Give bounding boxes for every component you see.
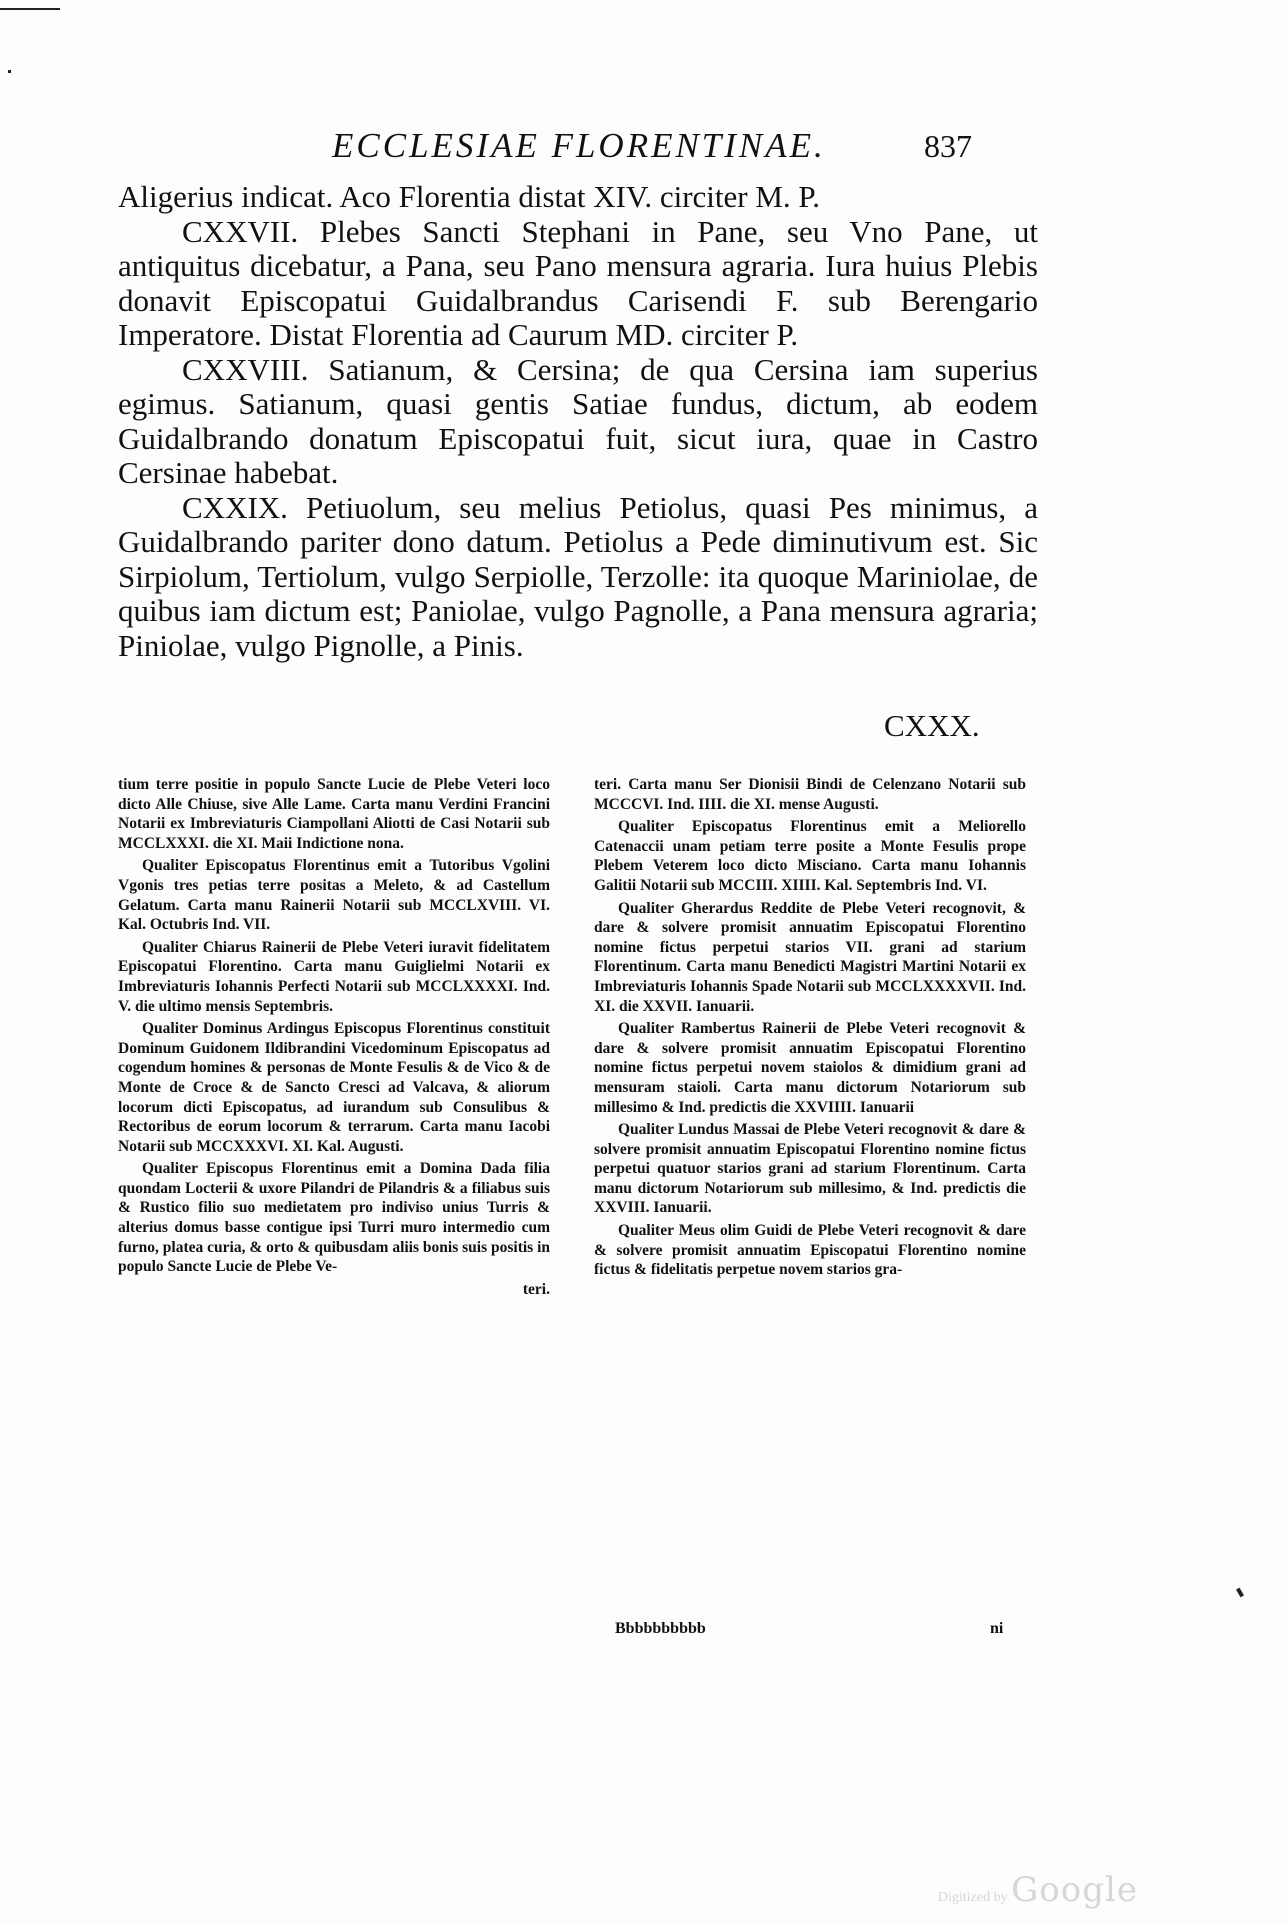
watermark-small-text: Digitized by (938, 1890, 1008, 1905)
right-column-tail: ni (990, 1620, 1004, 1637)
notes-right-column (594, 775, 1026, 1283)
paragraph-cxxviii: CXXVIII. Satianum, & Cersina; de qua Cersina iam superius egimus. Satianum, quasi gentis Satiae fundus, dictum, ab eodem Guidalbrando donatum Episcopatui fuit, sicut iura, quae in Castro Cersinae habebat. (118, 351, 1038, 490)
running-head: ECCLESIAE FLORENTINAE. (332, 126, 826, 165)
page-header (110, 126, 1010, 176)
paragraph-aligerius: Aligerius indicat. Aco Florentia distat XIV. circiter M. P. (118, 179, 820, 214)
paragraph-cxxvii: CXXVII. Plebes Sancti Stephani in Pane, seu Vno Pane, ut antiquitus dicebatur, a Pana, seu Pano mensura agraria. Iura huius Plebis donavit Episcopatui Guidalbrandus Carisendi F. sub Berengario Imperatore. Distat Florentia ad Caurum MD. circiter P. (118, 213, 1038, 352)
note-left-2: Qualiter Episcopatus Florentinus emit a Tutoribus Vgolini Vgonis tres petias terre positas a Meleto, & ad Castellum Gelatum. Carta manu Rainerii Notarii sub MCCLXVIII. VI. Kal. Octubris Ind. VII. (118, 857, 550, 934)
watermark-brand: Google (1011, 1870, 1138, 1910)
note-right-2: Qualiter Episcopatus Florentinus emit a Meliorello Catenaccii unam petiam terre posite a Monte Fesulis prope Plebem Veterem loco dicto Misciano. Carta manu Iohannis Galitii Notarii sub MCCIII. XIIII. Kal. Septembris Ind. VI. (594, 818, 1026, 894)
gathering-signature: Bbbbbbbbbb (615, 1620, 706, 1637)
note-left-5: Qualiter Episcopus Florentinus emit a Domina Dada filia quondam Locterii & uxore Pilandri de Pilandris & a filiabus suis & Rustico filio suo medietatem pro indiviso unius Turris & alterius domus basse contigue ipsi Turri muro intermedio cum furno, platea curia, & orto & quibusdam aliis bonis suis positis in populo Sancte Lucie de Plebe Ve- (118, 1160, 550, 1276)
paragraph-cxxix: CXXIX. Petiuolum, seu melius Petiolus, quasi Pes minimus, a Guidalbrando pariter dono datum. Petiolus a Pede diminutivum est. Sic Sirpiolum, Tertiolum, vulgo Serpiolle, Terzolle: ita quoque Mariniolae, de quibus iam dictum est; Paniolae, vulgo Pagnolle, a Pana mensura agraria; Piniolae, vulgo Pignolle, a Pinis. (118, 489, 1038, 663)
note-left-4: Qualiter Dominus Ardingus Episcopus Florentinus constituit Dominum Guidonem Ildibrandini Vicedominum Episcopatus ad cogendum homines & personas de Monte Fesulis & de Vico & de Monte de Croce & de Sancto Cresci ad Valcava, & aliorum locorum dicti Episcopatus, ad iurandum sub Consulibus & Rectoribus de eorum locorum & terrarum. Carta manu Iacobi Notarii sub MCCXXXVI. XI. Kal. Augusti. (118, 1020, 550, 1155)
note-left-tail: teri. (522, 1280, 550, 1298)
notes-left-column (118, 775, 550, 1299)
note-right-6: Qualiter Meus olim Guidi de Plebe Veteri recognovit & dare & solvere promisit annuatim Episcopatui Florentino nomine fictus & fidelitatis perpetue novem starios gra- (594, 1222, 1026, 1279)
note-left-1: tium terre positie in populo Sancte Lucie de Plebe Veteri loco dicto Alle Chiuse, sive Alle Lame. Carta manu Verdini Francini Notarii ex Imbreviaturis Ciampollani Aliotti de Casi Notarii sub MCCLXXXI. die XI. Maii Indictione nona. (118, 776, 550, 852)
edge-dot-mark (8, 70, 11, 73)
note-right-4: Qualiter Rambertus Rainerii de Plebe Veteri recognovit & dare & solvere promisit annuatim Episcopatui Florentino nomine fictus perpetui novem staiolos & dimidium grani ad mensuram staioli. Carta manu dictorum Notariorum sub millesimo & Ind. predictis die XXVIIII. Ianuarii (594, 1020, 1026, 1116)
note-right-1: teri. Carta manu Ser Dionisii Bindi de Celenzano Notarii sub MCCCVI. Ind. IIII. die XI. mense Augusti. (594, 776, 1026, 813)
note-left-3: Qualiter Chiarus Rainerii de Plebe Veteri iuravit fidelitatem Episcopatui Florentino. Carta manu Guiglielmi Notarii ex Imbreviaturis Iohannis Perfecti Notarii sub MCCLXXXXI. Ind. V. die ultimo mensis Septembris. (118, 938, 550, 1015)
margin-stray-mark (1236, 1588, 1244, 1598)
page-number: 837 (924, 128, 972, 164)
digitized-watermark (938, 1870, 1138, 1910)
corner-scan-mark (0, 8, 60, 10)
note-right-3: Qualiter Gherardus Reddite de Plebe Veteri recognovit, & dare & solvere promisit annuatim Episcopatui Florentino nomine fictus perpetui starios VII. grani ad starium Florentinum. Carta manu Benedicti Magistri Martini Notarii ex Imbreviaturis Iohannis Spade Notarii sub MCCLXXXXVII. Ind. XI. die XXVII. Ianuarii. (594, 899, 1026, 1015)
main-text (118, 180, 1038, 663)
note-right-5: Qualiter Lundus Massai de Plebe Veteri recognovit & dare & solvere promisit annuatim Episcopatui Florentino nomine fictus perpetui quatuor starios grani ad starium Florentinum. Carta manu dictorum Notariorum sub millesimo, & Ind. predictis die XXVIII. Ianuarii. (594, 1121, 1026, 1217)
catchword: CXXX. (884, 708, 980, 743)
